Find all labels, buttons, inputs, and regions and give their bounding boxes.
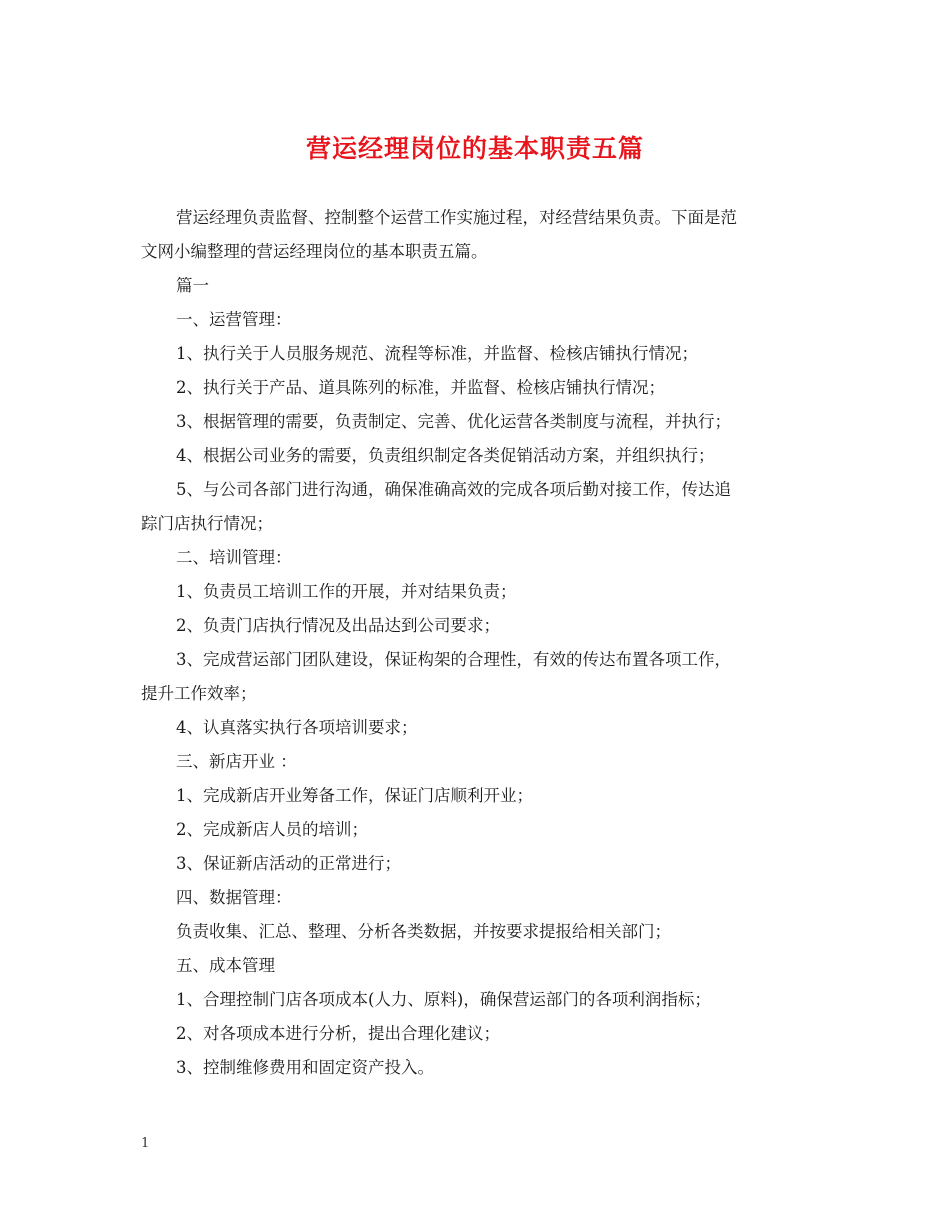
text-line: 5、与公司各部门进行沟通，确保准确高效的完成各项后勤对接工作，传达追 [176,480,731,499]
text-line: 4、认真落实执行各项培训要求； [176,718,418,737]
text-line: 2、完成新店人员的培训； [176,820,368,839]
text-line: 3、根据管理的需要，负责制定、完善、优化运营各类制度与流程，并执行； [176,412,731,431]
text-line: 提升工作效率； [141,684,257,703]
text-line: 3、完成营运部门团队建设，保证构架的合理性，有效的传达布置各项工作， [176,650,731,669]
text-line: 4、根据公司业务的需要，负责组织制定各类促销活动方案，并组织执行； [176,446,715,465]
text-line: 篇一 [176,276,209,295]
document-body [141,201,813,1085]
document-title: 营运经理岗位的基本职责五篇 [305,134,644,163]
text-line: 踪门店执行情况； [141,514,273,533]
text-line: 2、执行关于产品、道具陈列的标准，并监督、检核店铺执行情况； [176,378,665,397]
text-line: 五、成本管理 [176,956,275,975]
text-line: 一、运营管理： [176,310,292,329]
text-line: 营运经理负责监督、控制整个运营工作实施过程，对经营结果负责。下面是范 [176,208,737,227]
text-line: 2、对各项成本进行分析，提出合理化建议； [176,1024,500,1043]
page-number: 1 [141,1136,150,1151]
text-line: 1、合理控制门店各项成本(人力、原料)，确保营运部门的各项利润指标； [176,990,711,1009]
text-line: 2、负责门店执行情况及出品达到公司要求； [176,616,500,635]
text-line: 三、新店开业 ： [176,752,297,771]
text-line: 3、保证新店活动的正常进行； [176,854,401,873]
text-line: 二、培训管理： [176,548,292,567]
text-line: 四、数据管理： [176,888,292,907]
text-line: 负责收集、汇总、整理、分析各类数据，并按要求提报给相关部门； [176,922,671,941]
text-line: 1、负责员工培训工作的开展，并对结果负责； [176,582,517,601]
text-line: 文网小编整理的营运经理岗位的基本职责五篇。 [141,242,488,261]
text-line: 3、控制维修费用和固定资产投入。 [176,1058,434,1077]
text-line: 1、完成新店开业筹备工作，保证门店顺利开业； [176,786,533,805]
text-line: 1、执行关于人员服务规范、流程等标准，并监督、检核店铺执行情况； [176,344,698,363]
